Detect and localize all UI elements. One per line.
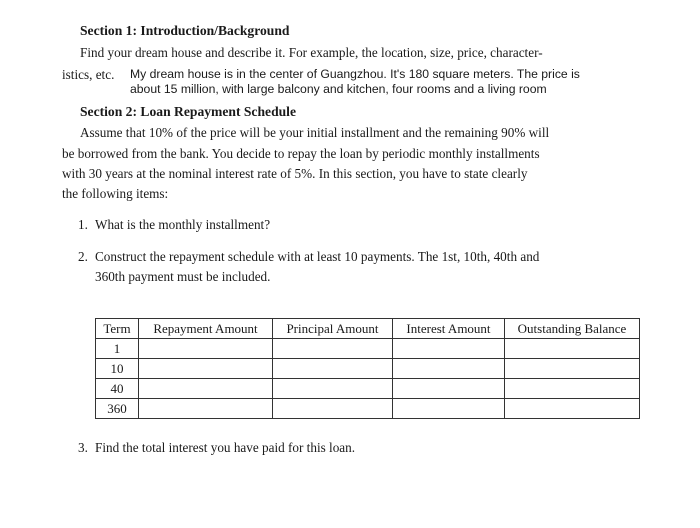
balance-cell bbox=[505, 359, 640, 379]
section2-para-line2: be borrowed from the bank. You decide to repay the loan by periodic monthly installments bbox=[62, 146, 540, 161]
item3-text: Find the total interest you have paid for this loan. bbox=[95, 440, 356, 455]
item1-text: What is the monthly installment? bbox=[95, 217, 271, 232]
balance-cell bbox=[505, 339, 640, 359]
interest-cell bbox=[393, 359, 505, 379]
principal-cell bbox=[273, 339, 393, 359]
section2-para-line1: Assume that 10% of the price will be your initial installment and the remaining 90% will bbox=[80, 125, 550, 140]
repayment-schedule-table bbox=[95, 318, 640, 419]
section2-para-line3: with 30 years at the nominal interest rate of 5%. In this section, you have to state clearly bbox=[62, 166, 528, 181]
balance-cell bbox=[505, 379, 640, 399]
section2-para-line4: the following items: bbox=[62, 186, 169, 201]
header-repayment-amount: Repayment Amount bbox=[139, 319, 273, 339]
interest-cell bbox=[393, 379, 505, 399]
item2-number: 2. bbox=[78, 249, 88, 264]
section1-prompt-line2: istics, etc. bbox=[62, 67, 115, 82]
interest-cell bbox=[393, 399, 505, 419]
principal-cell bbox=[273, 399, 393, 419]
repayment-cell bbox=[139, 339, 273, 359]
section1-prompt-line1: Find your dream house and describe it. For example, the location, size, price, character- bbox=[80, 45, 543, 60]
section2-heading: Section 2: Loan Repayment Schedule bbox=[80, 104, 296, 119]
header-outstanding-balance: Outstanding Balance bbox=[505, 319, 640, 339]
header-interest-amount: Interest Amount bbox=[393, 319, 505, 339]
repayment-cell bbox=[139, 399, 273, 419]
table-row bbox=[96, 379, 640, 399]
principal-cell bbox=[273, 379, 393, 399]
answer-line2: about 15 million, with large balcony and kitchen, four rooms and a living room bbox=[130, 82, 547, 96]
header-term: Term bbox=[96, 319, 139, 339]
table-header-row bbox=[96, 319, 640, 339]
section1-heading: Section 1: Introduction/Background bbox=[80, 23, 290, 38]
interest-cell bbox=[393, 339, 505, 359]
balance-cell bbox=[505, 399, 640, 419]
term-cell: 10 bbox=[96, 359, 139, 379]
table-row bbox=[96, 339, 640, 359]
item3-number: 3. bbox=[78, 440, 88, 455]
item2-text-line1: Construct the repayment schedule with at least 10 payments. The 1st, 10th, 40th and bbox=[95, 249, 540, 264]
repayment-cell bbox=[139, 379, 273, 399]
repayment-cell bbox=[139, 359, 273, 379]
table-row bbox=[96, 399, 640, 419]
term-cell: 40 bbox=[96, 379, 139, 399]
principal-cell bbox=[273, 359, 393, 379]
item1-number: 1. bbox=[78, 217, 88, 232]
item2-text-line2: 360th payment must be included. bbox=[95, 269, 271, 284]
table-row bbox=[96, 359, 640, 379]
term-cell: 360 bbox=[96, 399, 139, 419]
term-cell: 1 bbox=[96, 339, 139, 359]
header-principal-amount: Principal Amount bbox=[273, 319, 393, 339]
answer-line1: My dream house is in the center of Guangzhou. It's 180 square meters. The price is bbox=[130, 67, 580, 81]
